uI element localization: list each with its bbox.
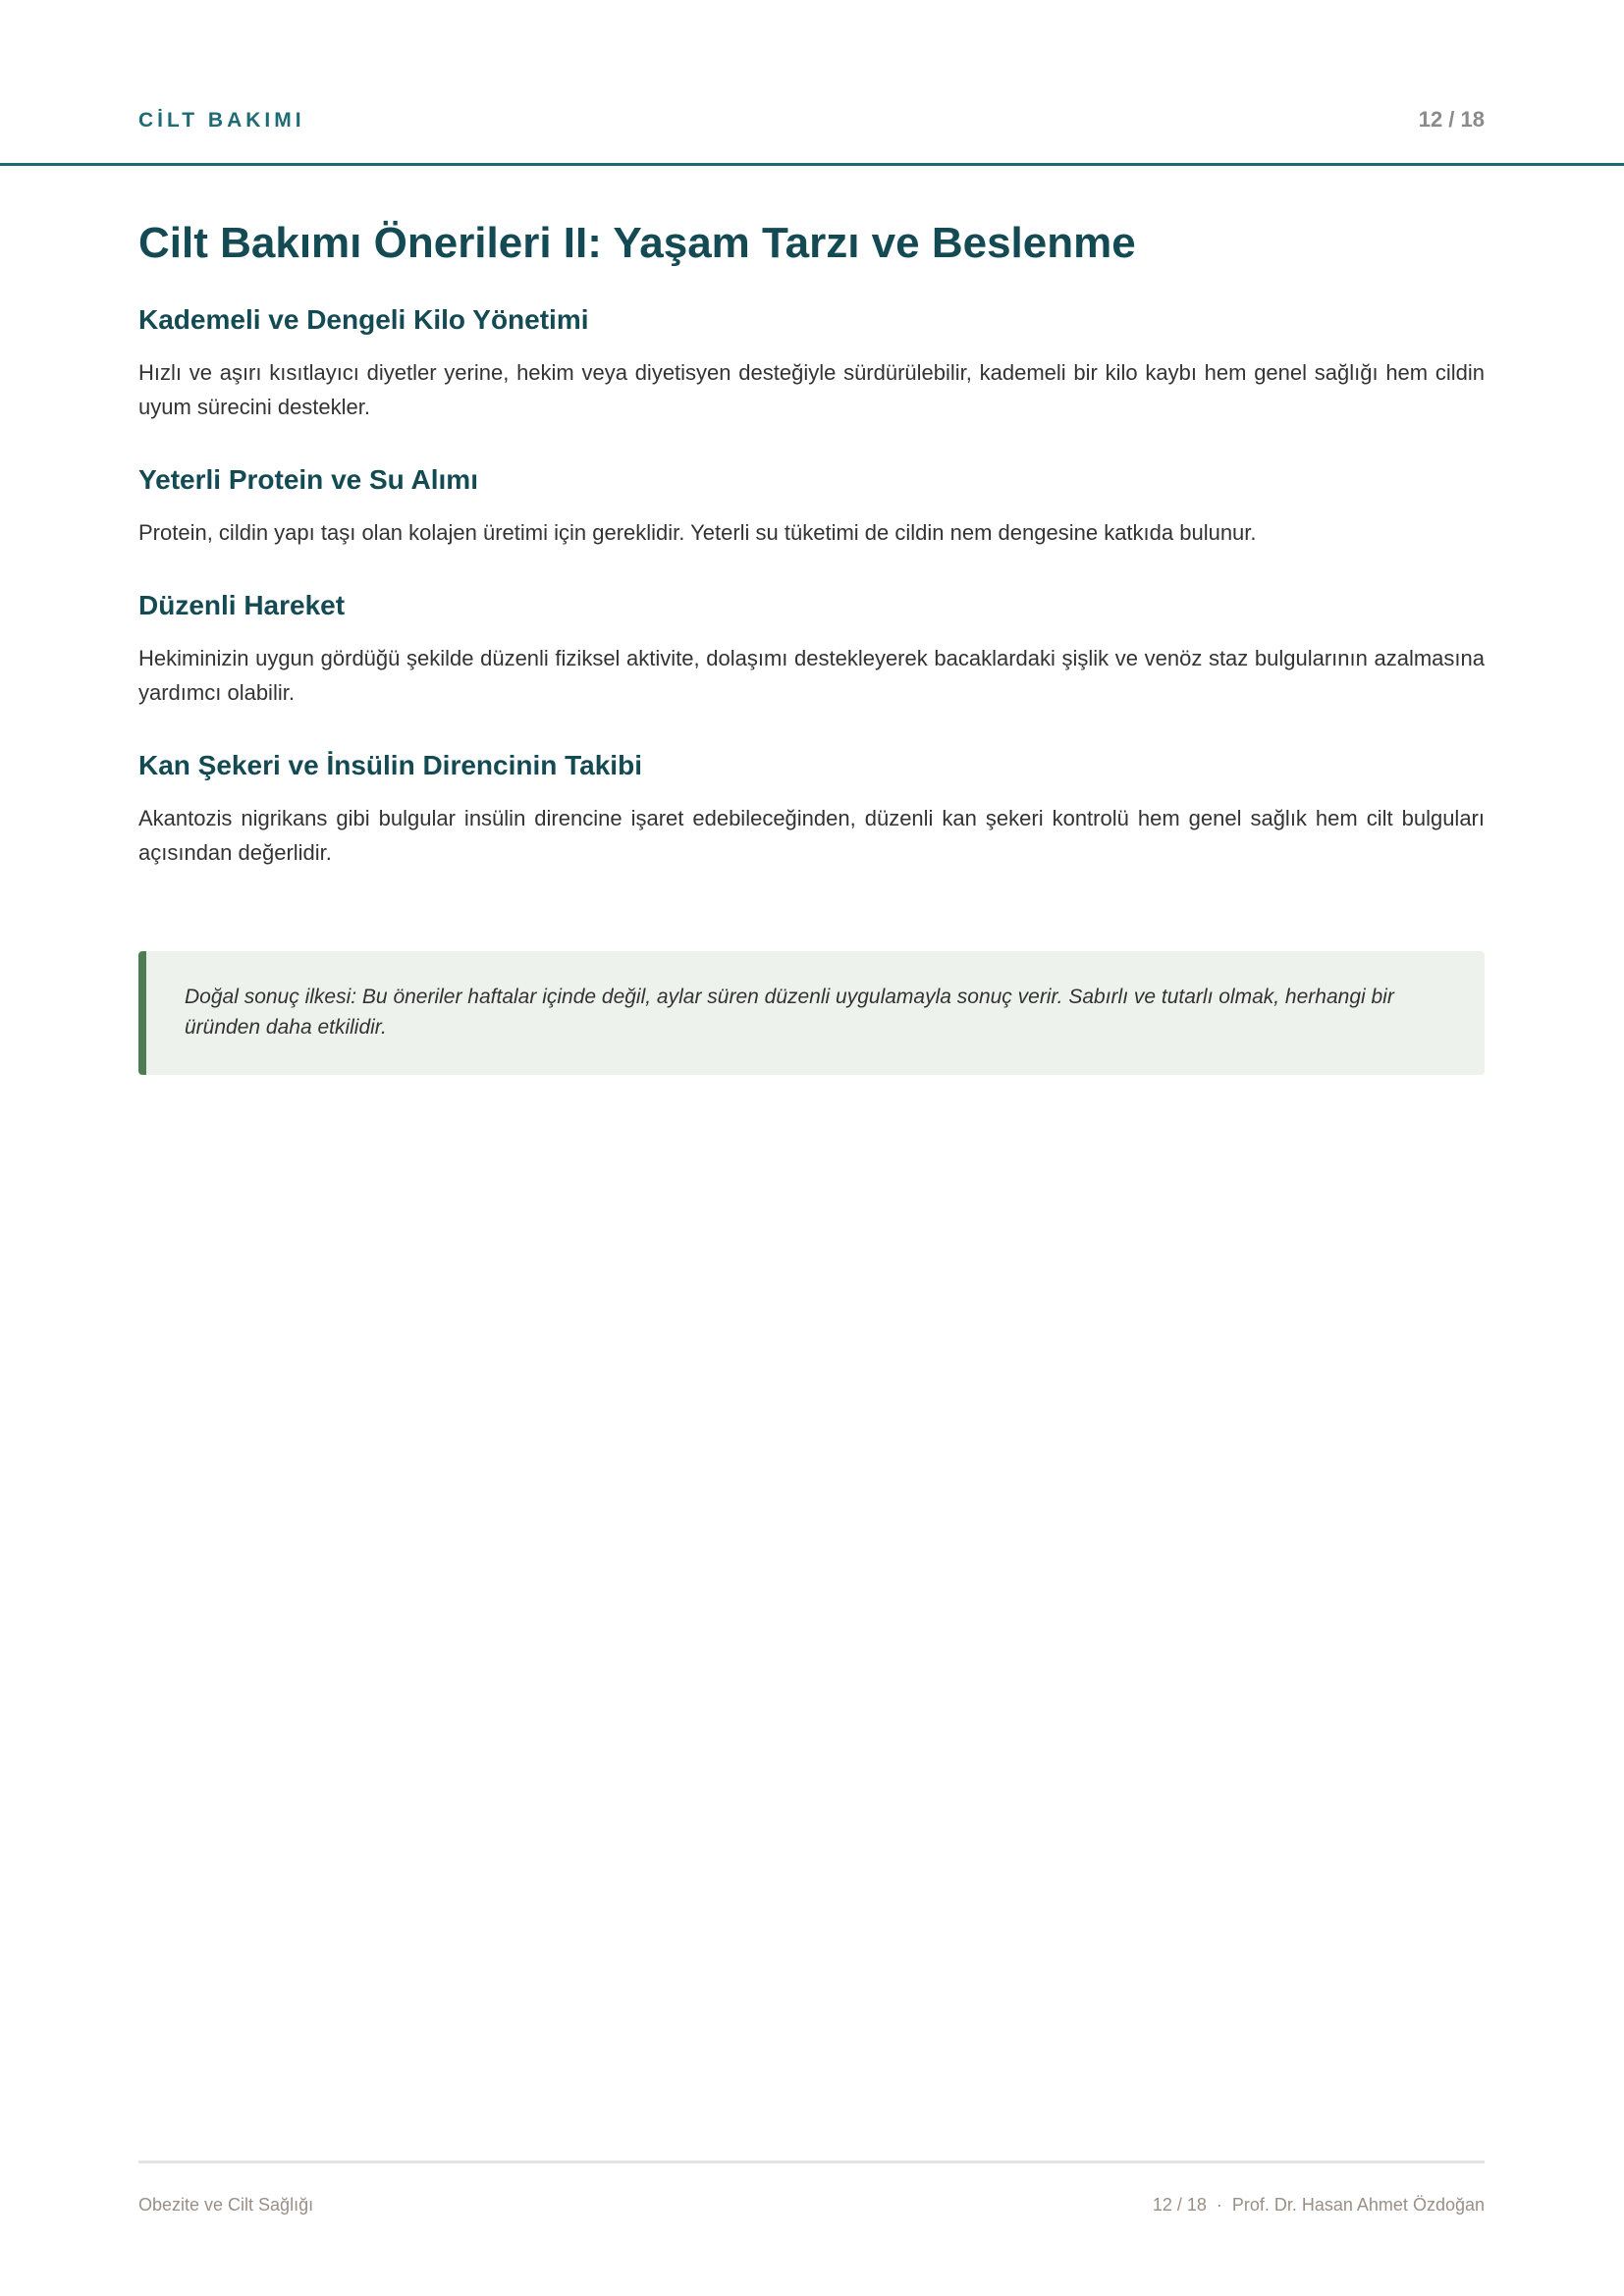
footer-separator: · — [1216, 2195, 1222, 2215]
section-text: Akantozis nigrikans gibi bulgular insülin direncine işaret edebileceğinden, düzenli kan şekeri kontrolü hem genel sağlık hem cilt bulguları açısından değerlidir. — [138, 806, 1485, 865]
section-text: Protein, cildin yapı taşı olan kolajen üretimi için gereklidir. Yeterli su tüketimi de cildin nem dengesine katkıda bulunur. — [138, 520, 1257, 545]
main-content — [138, 214, 1485, 870]
footer-page-number: 12 / 18 — [1152, 2195, 1207, 2215]
section-heading: Kademeli ve Dengeli Kilo Yönetimi — [138, 304, 589, 335]
section-heading: Düzenli Hareket — [138, 590, 346, 620]
header-page-number: 12 / 18 — [1418, 107, 1485, 132]
page-title: Cilt Bakımı Önerileri II: Yaşam Tarzı ve Beslenme — [138, 219, 1136, 267]
section-heading: Kan Şekeri ve İnsülin Direncinin Takibi — [138, 750, 642, 780]
footer-author: Prof. Dr. Hasan Ahmet Özdoğan — [1231, 2195, 1485, 2215]
callout-box — [138, 951, 1485, 1075]
section-text: Hızlı ve aşırı kısıtlayıcı diyetler yerine, hekim veya diyetisyen desteğiyle sürdürülebilir, kademeli bir kilo kaybı hem genel sağlığı hem cildin uyum sürecini destekler. — [138, 360, 1485, 419]
footer-divider — [138, 2161, 1485, 2163]
header-section-label: CİLT BAKIMI — [138, 109, 305, 132]
footer-right — [1153, 2195, 1485, 2216]
footer-document-title: Obezite ve Cilt Sağlığı — [138, 2195, 314, 2215]
section-text: Hekiminizin uygun gördüğü şekilde düzenli fiziksel aktivite, dolaşımı destekleyerek bacaklardaki şişlik ve venöz staz bulgularının azalmasına yardımcı olabilir. — [138, 646, 1485, 705]
callout-text: Doğal sonuç ilkesi: Bu öneriler haftalar içinde değil, aylar süren düzenli uygulamayla sonuç verir. Sabırlı ve tutarlı olmak, herhangi bir üründen daha etkilidir. — [185, 986, 1394, 1039]
section-heading: Yeterli Protein ve Su Alımı — [138, 464, 478, 495]
page-header — [0, 0, 1624, 166]
